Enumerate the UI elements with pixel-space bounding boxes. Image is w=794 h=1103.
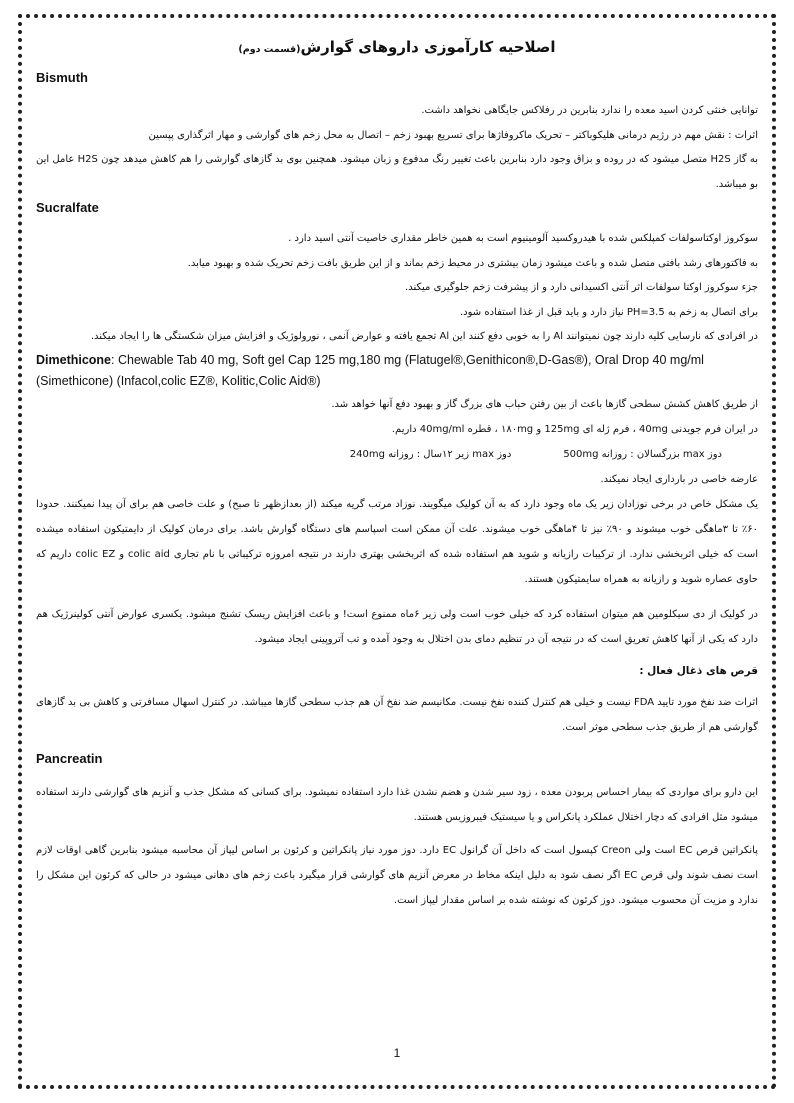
dimethicone-paragraph: در کولیک از دی سیکلومین هم میتوان استفاده کرد که خیلی خوب است ولی زیر ۶ماه ممنوع است! و باعث افزایش ریسک تشنج میشود. یکسری عوارض آنتی کولینرژیک هم دارد که یکی از آنها کاهش تعریق است که در نتیجه آن در تنظیم دمای بدن اختلال به وجود آمده و تب آتروپینی ایجاد میشود. (36, 608, 758, 645)
pancreatin-paragraph: این دارو برای مواردی که بیمار احساس پربودن معده ، زود سیر شدن و هضم نشدن غذا دارد استفاده نمیشود. برای کسانی که مشکل جذب و آنزیم های گوارشی دارند استفاده میشود مثل افرادی که دچار اختلال عملکرد پانکراس و یا سیستیک فیبروزیس هستند. (36, 786, 758, 823)
sucralfate-paragraph: سوکروز اوکتاسولفات کمپلکس شده با هیدروکسید آلومینیوم است به همین خاطر مقداری خاصیت آنتی اسید دارد . (288, 233, 758, 244)
dimethicone-max-dose-row (36, 442, 758, 467)
dimethicone-dosage-forms: : Chewable Tab 40 mg, Soft gel Cap 125 mg,180 mg (Flatugel®,Genithicon®,D-Gas®), Oral Drop 40 mg/ml (Simethicone) (Infacol,colic EZ®, Kolitic,Colic Aid®) (36, 352, 704, 388)
page-title (36, 36, 758, 61)
dose-adult: دوز max بزرگسالان : روزانه 500mg (563, 448, 722, 460)
sucralfate-paragraph: در افرادی که نارسایی کلیه دارند چون نمیتوانند Al را به خوبی دفع کنند این Al تجمع یافته و عوارض آنمی ، نورولوژیک و افزایش میزان شکستگی ها را ایجاد میکند. (90, 331, 758, 342)
dimethicone-paragraph: عارضه خاصی در بارداری ایجاد نمیکند. (600, 473, 758, 485)
section-heading-dimethicone: Dimethicone (36, 352, 112, 367)
bismuth-paragraph: توانایی خنثی کردن اسید معده را ندارد بنابرین در رفلاکس جایگاهی نخواهد داشت. (421, 105, 758, 116)
pancreatin-paragraph: پانکراتین قرص EC است ولی Creon کپسول است که داخل آن گرانول EC دارد. دوز مورد نیاز پانکراتین و کرئون بر اساس لیپاز آن محاسبه میشود بنابرین گاهی اوقات لازم است نصف شوند ولی قرص EC اگر نصف شود به دلیل اینکه مخاط در معرض آنزیم های گوارشی قرار میگیرد باعث زخم های دهانی میشود در حالی که کرئون این مشکل را ندارد و مزیت آن محسوب میشود. دوز کرئون که نوشته شده بر اساس مقدار لیپاز است. (36, 844, 759, 906)
sucralfate-paragraph: جزء سوکروز اوکتا سولفات اثر آنتی اکسیدانی دارد و از پیشرفت زخم جلوگیری میکند. (405, 282, 758, 293)
section-heading-pancreatin: Pancreatin (36, 750, 103, 766)
page-title-sub: (قسمت دوم) (238, 44, 301, 55)
page-number: 1 (393, 1046, 401, 1060)
charcoal-paragraph: اثرات ضد نفخ مورد تایید FDA نیست و خیلی هم کنترل کننده نفخ نیست. مکانیسم ضد نفخ آن هم جذب سطحی گازها میباشد. در کنترل اسهال مسافرتی و کاهش بی بد گازهای گوارشی هم از طریق جذب سطحی موثر است. (36, 696, 758, 733)
page-title-main: اصلاحیه کارآموزی داروهای گوارش (300, 38, 556, 56)
bismuth-paragraph: اثرات : نقش مهم در رژیم درمانی هلیکوباکتر – تحریک ماکروفاژها برای تسریع بهبود زخم – اتصال به محل زخم های گوارشی و مهار اثرگذاری پپسین (148, 129, 758, 141)
bismuth-paragraph: به گاز H2S متصل میشود که در روده و بزاق وجود دارد بنابرین باعث تغییر رنگ مدفوع و زبان میشود. همچنین بوی بد گازهای گوارشی را هم کاهش میدهد چون H2S عامل این بو میباشد. (36, 154, 758, 190)
sucralfate-paragraph: برای اتصال به زخم به PH=3.5 نیاز دارد و باید قبل از غذا استفاده شود. (459, 306, 758, 318)
dose-child: دوز max زیر ۱۲سال : روزانه 240mg (349, 448, 512, 460)
sucralfate-paragraph: به فاکتورهای رشد بافتی متصل شده و باعث میشود زمان بیشتری در محیط زخم بماند و از این طریق بافت زخم تحریک شده و بهبود میابد. (187, 257, 758, 269)
section-heading-charcoal: قرص های ذغال فعال : (639, 664, 758, 677)
dimethicone-paragraph: از طریق کاهش کشش سطحی گازها باعث از بین رفتن حباب های بزرگ گاز و بهبود دفع آنها خواهد شد. (331, 398, 758, 410)
document-content (36, 36, 758, 913)
dimethicone-paragraph: یک مشکل خاص در برخی نوزادان زیر یک ماه وجود دارد که به آن کولیک میگویند. نوزاد مرتب گریه میکند (از بعدازظهر تا صبح) و علت خاصی هم برای آن پیدا نمیکنند. حدودا ۶۰٪ تا ۳ماهگی خوب میشوند و ۹۰٪ نیز تا ۴ماهگی خوب میشوند. علت آن ممکن است اسپاسم های دستگاه گوارش باشد. برای درمان کولیک از دایمتیکون استفاده میشده است که خیلی اثربخشی ندارد. از ترکیبات رازیانه و شوید هم استفاده شده که اثربخشی بهتری دارند در نتیجه امروزه ترکیباتی با نام تجاری colic aid و colic EZ داریم که حاوی عصاره شوید و رازیانه به همراه سایمتیکون هستند. (36, 498, 758, 585)
dimethicone-heading-line (36, 350, 758, 392)
section-heading-sucralfate: Sucralfate (36, 200, 99, 215)
dimethicone-paragraph: در ایران فرم جویدنی 40mg ، فرم ژله ای 125mg و ۱۸۰mg ، قطره 40mg/ml داریم. (391, 423, 758, 435)
section-heading-bismuth: Bismuth (36, 70, 88, 85)
